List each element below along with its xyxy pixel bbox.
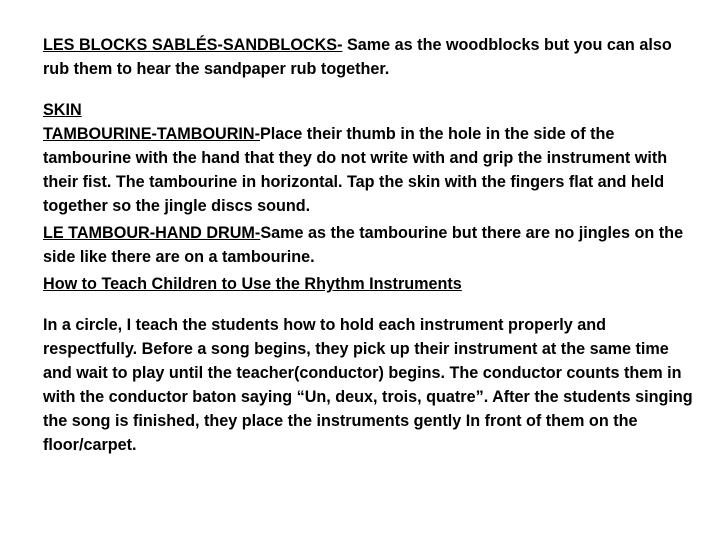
skin-heading: SKIN [43, 101, 82, 119]
sandblocks-heading: LES BLOCKS SABLÉS-SANDBLOCKS- [43, 36, 343, 54]
teaching-heading-paragraph [43, 272, 693, 296]
hand-drum-heading: LE TAMBOUR-HAND DRUM- [43, 224, 261, 242]
tambourine-text: Place their thumb in the hole in the side of the tambourine with the hand that they do not write with and grip the instrument with their fist. The tambourine in horizontal. Tap the skin with the fingers flat and held together so the jingle discs sound. [43, 125, 668, 215]
sandblocks-text: Same as the woodblocks but you can also rub them to hear the sandpaper rub together. [43, 36, 672, 78]
sandblocks-paragraph [43, 33, 693, 81]
slide-content [43, 33, 693, 457]
tambourine-heading: TAMBOURINE-TAMBOURIN- [43, 125, 260, 143]
skin-paragraph [43, 98, 693, 122]
hand-drum-text: Same as the tambourine but there are no jingles on the side like there are on a tambourine. [43, 224, 684, 266]
tambourine-paragraph [43, 122, 693, 218]
teaching-paragraph: In a circle, I teach the students how to hold each instrument properly and respectfully. Before a song begins, they pick up their instrument at the same time and wait to play until the teacher(conductor) begins. The conductor counts them in with the conductor baton saying “Un, deux, trois, quatre”. After the students singing the song is finished, they place the instruments gently In front of them on the floor/carpet. [43, 316, 693, 454]
hand-drum-paragraph [43, 221, 693, 269]
teaching-heading: How to Teach Children to Use the Rhythm Instruments [43, 275, 462, 293]
